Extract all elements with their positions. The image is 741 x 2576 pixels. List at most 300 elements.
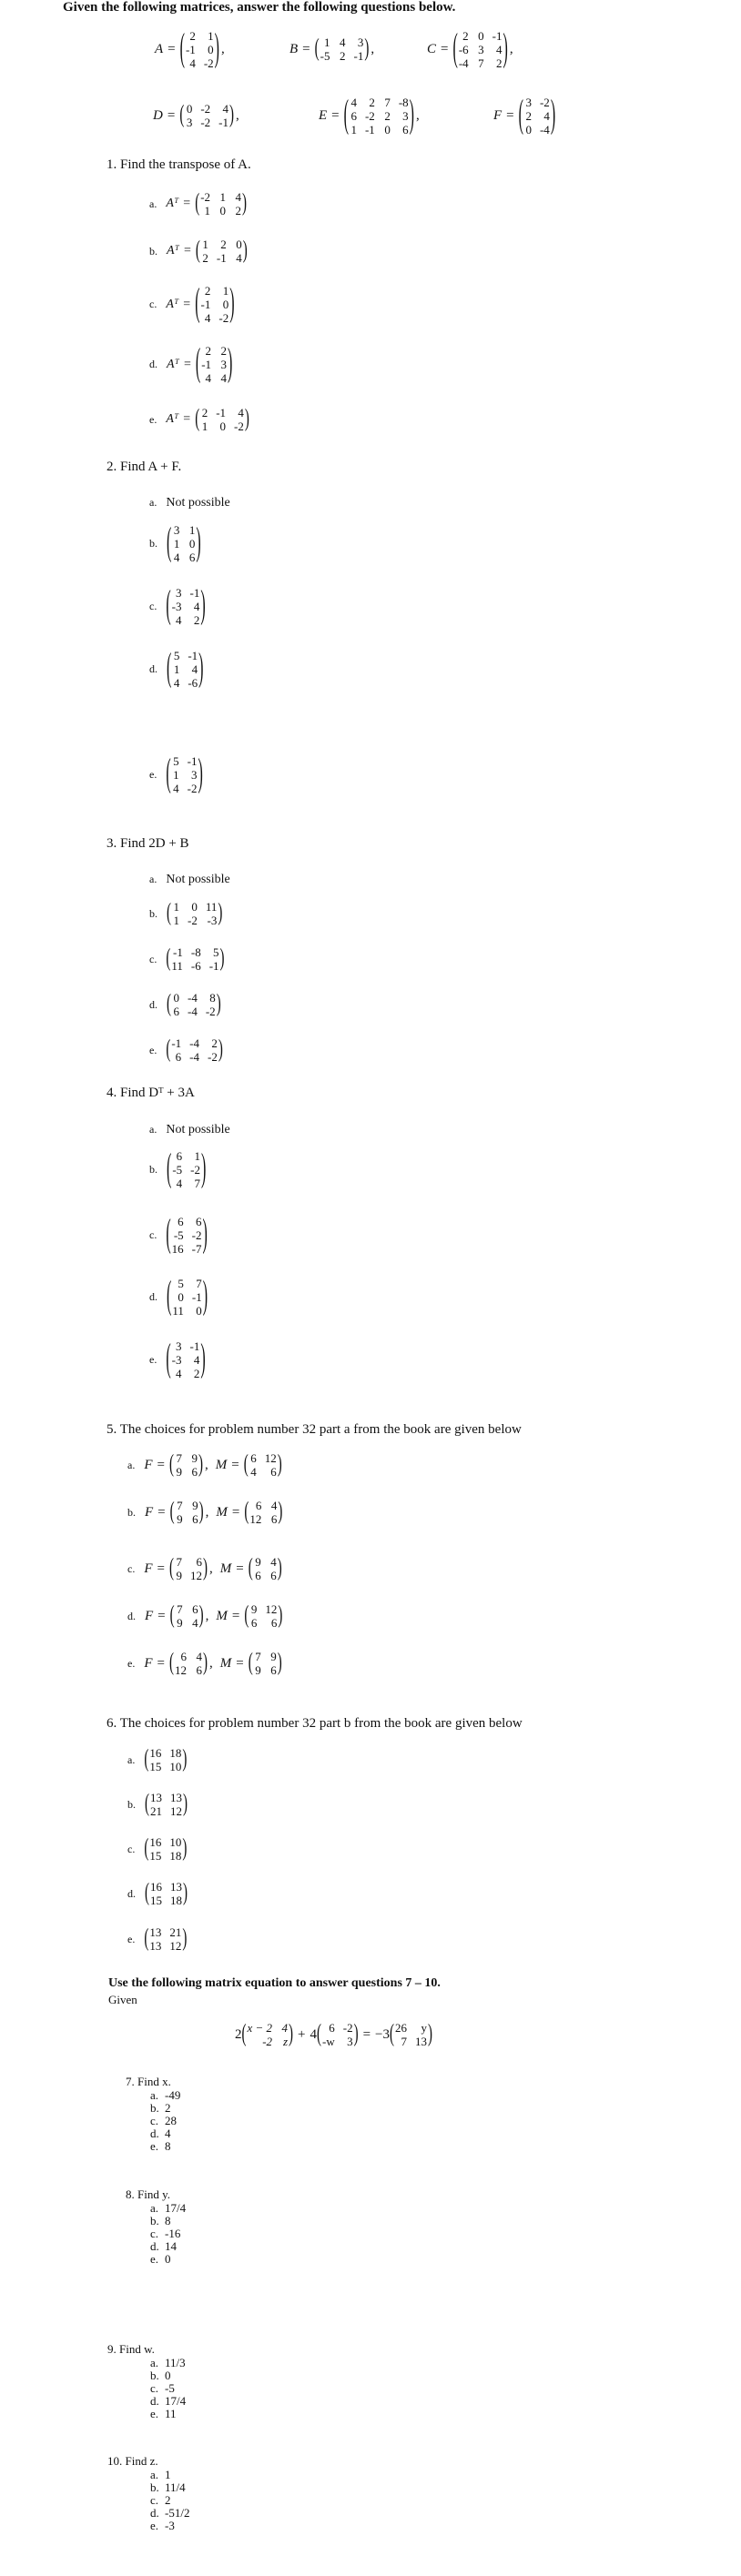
- matrix-cell: 11: [172, 1304, 184, 1318]
- left-paren: (: [167, 521, 172, 564]
- left-paren: (: [168, 1554, 174, 1581]
- choice-label: b.: [150, 2480, 159, 2494]
- option-content: [127, 1881, 188, 1906]
- matrix-cell: -2: [200, 102, 211, 116]
- matrix-cell: 1: [173, 662, 180, 676]
- choice-label: c.: [150, 2227, 159, 2240]
- option-label: e.: [149, 412, 157, 426]
- right-paren: ): [201, 1147, 207, 1190]
- matrix-cell: -2: [187, 782, 198, 795]
- matrix-cell: -1: [218, 116, 228, 129]
- answer-choice[interactable]: [150, 2382, 186, 2395]
- matrix: [244, 1500, 282, 1525]
- matrix-cell: 12: [265, 1602, 278, 1616]
- choice-value: 11/3: [165, 2356, 186, 2369]
- matrix: [167, 1147, 207, 1190]
- matrix-cell: 9: [270, 1650, 277, 1663]
- comma: ,: [208, 1561, 213, 1576]
- matrix: [179, 27, 219, 70]
- matrix: [249, 1556, 282, 1581]
- matrix-cell: -2: [539, 96, 550, 109]
- right-paren: ): [244, 405, 249, 432]
- q6-option-a[interactable]: [127, 1747, 187, 1773]
- option-content: [149, 496, 230, 510]
- matrix-cell: 2: [384, 109, 391, 123]
- q1-option-e[interactable]: [149, 407, 249, 432]
- option-content: [149, 873, 230, 887]
- equals-sign: =: [231, 1504, 240, 1520]
- option-label: d.: [127, 1609, 136, 1622]
- matrix-cell: 11: [171, 959, 183, 973]
- matrix-cell: 6: [329, 2021, 335, 2035]
- matrix-cell: 2: [339, 49, 346, 63]
- matrix-cell: 9: [177, 1616, 183, 1630]
- matrix-cell: -6: [188, 676, 198, 690]
- right-paren: ): [229, 282, 235, 325]
- matrix-cell: 6: [402, 123, 409, 136]
- comma: ,: [370, 41, 375, 56]
- option-label: b.: [127, 1505, 136, 1519]
- q6-option-b[interactable]: [127, 1792, 188, 1817]
- right-paren: ): [182, 1745, 188, 1773]
- answer-choice[interactable]: [150, 2115, 180, 2127]
- equals-sign: =: [157, 1561, 165, 1576]
- q1-option-b[interactable]: [149, 238, 248, 264]
- answer-choice[interactable]: [150, 2520, 189, 2532]
- matrix-cell: 4: [238, 406, 244, 419]
- matrix: [315, 36, 370, 62]
- matrix-cell: 6: [178, 1215, 184, 1228]
- option-content: [149, 1213, 208, 1256]
- matrix-cell: 4: [192, 1616, 198, 1630]
- plus-sign: +: [298, 2026, 306, 2042]
- question-6-prompt: 6. The choices for problem number 32 part b from the book are given below: [107, 1716, 523, 1731]
- q6-option-c[interactable]: [127, 1836, 187, 1862]
- option-content: [149, 521, 201, 564]
- equals-sign: =: [157, 1457, 165, 1472]
- q4-option-c[interactable]: [149, 1213, 208, 1256]
- answer-choice[interactable]: [150, 2481, 189, 2494]
- right-paren: ): [198, 753, 203, 795]
- matrix-cell: 7: [194, 1177, 201, 1190]
- option-label: b.: [149, 244, 157, 258]
- option-content: [127, 1452, 282, 1478]
- left-paren: (: [248, 1649, 253, 1676]
- choice-value: -49: [165, 2088, 181, 2102]
- matrix-cell: 4: [205, 371, 212, 385]
- left-paren: (: [179, 27, 185, 70]
- q7-options: [150, 2089, 180, 2153]
- matrix-cell: 4: [543, 109, 550, 123]
- answer-choice[interactable]: [150, 2227, 186, 2240]
- matrix: [195, 407, 249, 432]
- matrix: [167, 521, 201, 564]
- right-paren: ): [183, 1790, 188, 1817]
- matrix-cell: 5: [178, 1277, 184, 1290]
- matrix-cell: 4: [270, 1499, 278, 1512]
- matrix-d-definition: [153, 103, 241, 128]
- matrix-cell: 12: [174, 1663, 187, 1677]
- option-label: a.: [149, 496, 157, 509]
- left-paren: (: [166, 945, 171, 972]
- matrix-cell: -2: [208, 1050, 218, 1064]
- choice-value: 2: [165, 2493, 171, 2507]
- q2-option-a[interactable]: [149, 494, 230, 510]
- matrix-cell: 6: [270, 1512, 278, 1526]
- q6-option-d[interactable]: [127, 1881, 188, 1906]
- matrix-cell: 4: [176, 1177, 183, 1190]
- matrix-cell: 0: [196, 1304, 202, 1318]
- choice-value: 28: [165, 2114, 177, 2127]
- matrix-grid: [350, 96, 409, 136]
- answer-choice[interactable]: [150, 2253, 186, 2266]
- matrix-grid: [249, 1603, 277, 1629]
- matrix-cell: 3: [176, 586, 182, 600]
- matrix-cell: 6: [176, 1149, 183, 1163]
- matrix-cell: 1: [208, 29, 214, 43]
- left-paren: (: [390, 2020, 395, 2047]
- matrix-cell: 3: [220, 358, 228, 371]
- right-paren: ): [200, 1338, 206, 1380]
- choice-value: -3: [165, 2519, 175, 2532]
- option-label: b.: [149, 537, 157, 550]
- option-label: a.: [127, 1458, 136, 1471]
- matrix-grid: [172, 901, 217, 926]
- matrix-cell: 9: [192, 1499, 198, 1512]
- matrix-cell: -2: [200, 190, 211, 204]
- matrix-cell: 2: [205, 344, 212, 358]
- right-paren: ): [219, 945, 225, 972]
- q6-option-e[interactable]: [127, 1926, 187, 1952]
- right-paren: ): [198, 1498, 204, 1525]
- answer-choice[interactable]: [150, 2494, 189, 2507]
- comma: ,: [205, 1608, 209, 1623]
- matrix: [167, 992, 221, 1017]
- q5-option-e[interactable]: [127, 1651, 282, 1676]
- choice-value: 17/4: [165, 2394, 187, 2408]
- matrix-cell: 2: [220, 344, 228, 358]
- matrix: [166, 946, 224, 972]
- answer-choice[interactable]: [150, 2240, 186, 2253]
- matrix: [195, 342, 233, 385]
- matrix-grid: [176, 1603, 198, 1629]
- q5-option-a[interactable]: [127, 1452, 282, 1478]
- matrix-cell: -4: [189, 1036, 200, 1050]
- q2-option-d[interactable]: [149, 647, 204, 690]
- matrix-grid: [150, 1792, 182, 1817]
- answer-choice[interactable]: [150, 2507, 189, 2520]
- choice-value: 4: [165, 2126, 171, 2140]
- option-content: [149, 282, 235, 325]
- choice-value: -16: [165, 2227, 181, 2240]
- choice-label: a.: [150, 2201, 159, 2215]
- matrix-cell: 0: [219, 419, 227, 433]
- matrix-grid: [186, 30, 214, 69]
- right-paren: ): [198, 647, 204, 690]
- q4-option-e[interactable]: [149, 1340, 206, 1379]
- matrix: [317, 2022, 359, 2047]
- option-label: e.: [149, 1353, 157, 1366]
- q4-option-d[interactable]: [149, 1275, 208, 1318]
- q4-option-a[interactable]: [149, 1121, 230, 1137]
- matrix-cell: 4: [176, 1367, 182, 1380]
- matrix-grid: [459, 30, 502, 69]
- matrix-cell: 7: [177, 1499, 183, 1512]
- q3-option-c[interactable]: [149, 946, 225, 972]
- matrix-name: E: [319, 108, 328, 123]
- matrix-cell: 6: [196, 1555, 202, 1569]
- left-paren: (: [167, 1275, 172, 1318]
- matrix-name: D: [153, 107, 163, 123]
- matrix-cell: 26: [395, 2021, 408, 2035]
- left-paren: (: [179, 101, 185, 128]
- option-label: c.: [149, 952, 157, 965]
- answer-choice[interactable]: [150, 2140, 180, 2153]
- matrix-cell: 6: [350, 109, 357, 123]
- matrix-cell: 0: [186, 102, 193, 116]
- matrix-cell: 16: [150, 1880, 162, 1894]
- matrix-cell: 2: [204, 284, 211, 298]
- matrix: [144, 1926, 187, 1952]
- matrix-cell: -1: [364, 123, 375, 136]
- matrix-cell: 0: [236, 237, 242, 251]
- matrix: [144, 1836, 187, 1862]
- coefficient-2: 4: [310, 2026, 318, 2042]
- choice-label: d.: [150, 2126, 159, 2140]
- q2-option-e[interactable]: [149, 755, 203, 794]
- matrix-cell: z: [282, 2035, 289, 2048]
- matrix-cell: 0: [222, 298, 229, 311]
- right-paren: ): [409, 94, 414, 136]
- answer-choice[interactable]: [150, 2127, 180, 2140]
- matrix-cell: 2: [462, 29, 469, 43]
- q1-option-c[interactable]: [149, 282, 235, 325]
- matrix-cell: 18: [169, 1849, 182, 1863]
- choice-label: a.: [150, 2088, 159, 2102]
- left-paren: (: [518, 94, 523, 136]
- left-paren: (: [145, 1790, 149, 1817]
- matrix-cell: -2: [191, 1228, 202, 1242]
- matrix: [244, 1452, 282, 1478]
- right-paren: ): [277, 1649, 282, 1676]
- equals-sign: =: [183, 197, 191, 210]
- coefficient-1: 2: [235, 2026, 242, 2042]
- answer-choice[interactable]: [150, 2357, 186, 2369]
- option-content: [149, 342, 233, 385]
- right-paren: ): [183, 1879, 188, 1906]
- transpose-symbol: Aᵀ: [166, 197, 179, 210]
- right-paren: ): [289, 2020, 294, 2047]
- answer-choice[interactable]: [150, 2202, 186, 2215]
- right-paren: ): [278, 1601, 283, 1629]
- answer-choice[interactable]: [150, 2215, 186, 2227]
- right-paren: ): [214, 27, 219, 70]
- right-paren: ): [229, 101, 234, 128]
- answer-choice[interactable]: [150, 2469, 189, 2481]
- answer-choice[interactable]: [150, 2395, 186, 2408]
- equals-sign: =: [236, 1561, 244, 1576]
- option-label: d.: [149, 997, 157, 1011]
- matrix-cell: 2: [369, 96, 375, 109]
- option-content: [149, 992, 221, 1017]
- matrix-cell: 4: [350, 96, 357, 109]
- q5-option-d[interactable]: [127, 1603, 282, 1629]
- option-label: e.: [149, 768, 157, 781]
- q5-option-b[interactable]: [127, 1500, 282, 1525]
- left-paren: (: [144, 1834, 149, 1862]
- matrix-cell: -3: [207, 914, 218, 927]
- matrix-cell: 10: [169, 1760, 182, 1773]
- matrix-grid: [320, 36, 364, 62]
- matrix-name-m: M: [219, 1561, 232, 1576]
- matrix-cell: 2: [201, 406, 208, 419]
- matrix-grid: [249, 1500, 277, 1525]
- matrix-cell: -1: [201, 358, 212, 371]
- matrix-cell: 7: [478, 56, 484, 70]
- matrix: [169, 1556, 208, 1581]
- matrix-cell: -2: [203, 56, 214, 70]
- matrix-cell: 4: [193, 600, 200, 613]
- answer-choice[interactable]: [150, 2089, 180, 2102]
- matrix-cell: 4: [250, 1465, 257, 1479]
- matrix-grid: [254, 1556, 277, 1581]
- matrix-cell: -1: [171, 1036, 182, 1050]
- q3-option-b[interactable]: [149, 901, 222, 926]
- matrix-grid: [176, 1500, 198, 1525]
- matrix-cell: 3: [173, 523, 180, 537]
- matrix-grid: [200, 407, 244, 432]
- question-2-prompt: 2. Find A + F.: [107, 460, 182, 474]
- equals-sign: =: [167, 107, 176, 123]
- matrix-cell: 6: [191, 1465, 198, 1479]
- matrix-cell: -1: [188, 649, 198, 662]
- matrix-cell: 0: [525, 123, 532, 136]
- left-paren: (: [244, 1498, 249, 1525]
- option-content: [149, 755, 203, 794]
- q3-option-a[interactable]: [149, 871, 230, 887]
- matrix: [452, 27, 508, 70]
- right-paren: ): [198, 1601, 204, 1629]
- matrix-equation: [235, 2022, 432, 2047]
- matrix-cell: 13: [415, 2035, 428, 2048]
- matrix-cell: -5: [172, 1163, 183, 1177]
- q2-option-b[interactable]: [149, 521, 201, 564]
- left-paren: (: [167, 1147, 172, 1190]
- q4-option-b[interactable]: [149, 1147, 207, 1190]
- choice-label: b.: [150, 2369, 159, 2382]
- matrix: [166, 584, 206, 627]
- matrix-grid: [171, 1037, 218, 1063]
- matrix-grid: [175, 1452, 198, 1478]
- right-paren: ): [182, 1834, 188, 1862]
- matrix-name-f: F: [145, 1504, 154, 1520]
- option-label: c.: [149, 298, 157, 310]
- choice-label: e.: [150, 2407, 159, 2420]
- answer-choice[interactable]: [150, 2102, 180, 2115]
- q2-option-c[interactable]: [149, 584, 206, 627]
- q1-option-a[interactable]: [149, 191, 247, 217]
- matrix-grid: [524, 96, 550, 136]
- matrix-cell: 9: [191, 1451, 198, 1465]
- matrix-grid: [201, 345, 227, 384]
- option-content: [149, 647, 204, 690]
- answer-choice[interactable]: [150, 2408, 186, 2420]
- matrix-name-m: M: [216, 1504, 228, 1520]
- matrix-cell: 4: [176, 613, 182, 627]
- matrix-cell: 0: [178, 1290, 184, 1304]
- matrix-cell: 6: [250, 1616, 258, 1630]
- matrix-cell: -3: [171, 600, 182, 613]
- matrix-cell: 6: [188, 551, 196, 564]
- matrix: [179, 103, 234, 128]
- choice-label: d.: [150, 2394, 159, 2408]
- matrix-cell: 6: [250, 1451, 257, 1465]
- matrix-cell: -6: [458, 43, 469, 56]
- matrix-cell: 6: [175, 1050, 182, 1064]
- matrix-cell: 0: [478, 29, 484, 43]
- option-label: c.: [127, 1842, 136, 1855]
- matrix-grid: [172, 1340, 200, 1379]
- matrix-cell: -1: [216, 251, 227, 265]
- option-label: b.: [149, 1163, 157, 1176]
- matrix-grid: [149, 1836, 181, 1862]
- matrix-name-f: F: [145, 1608, 154, 1623]
- right-paren: ): [428, 2020, 433, 2047]
- matrix-cell: 9: [176, 1465, 182, 1479]
- option-content: [127, 1556, 282, 1581]
- matrix-cell: -2: [218, 311, 229, 325]
- q5-option-c[interactable]: [127, 1556, 282, 1581]
- matrix-cell: 4: [339, 35, 346, 49]
- matrix-cell: 18: [170, 1894, 182, 1907]
- q3-option-d[interactable]: [149, 992, 221, 1017]
- option-label: c.: [127, 1561, 136, 1575]
- matrix-cell: 1: [173, 914, 179, 927]
- question-7-prompt: 7. Find x.: [126, 2075, 171, 2088]
- matrix: [344, 96, 414, 136]
- option-content: [149, 1275, 208, 1318]
- transpose-symbol: Aᵀ: [167, 357, 179, 371]
- matrix-cell: y: [421, 2021, 428, 2035]
- matrix-cell: 4: [270, 1555, 277, 1569]
- choice-label: e.: [150, 2252, 159, 2266]
- matrix: [145, 1792, 188, 1817]
- choice-value: 14: [165, 2239, 177, 2253]
- option-content: [149, 1123, 230, 1137]
- matrix-cell: 8: [209, 991, 216, 1005]
- option-label: e.: [127, 1656, 136, 1670]
- matrix-cell: -5: [173, 1228, 184, 1242]
- option-content: [149, 407, 249, 432]
- matrix-cell: 4: [220, 371, 228, 385]
- matrix-cell: 13: [149, 1939, 162, 1953]
- matrix-cell: 4: [204, 311, 211, 325]
- matrix: [166, 1340, 205, 1379]
- q1-option-d[interactable]: [149, 342, 233, 385]
- option-label: b.: [127, 1797, 136, 1811]
- equals-sign: =: [302, 41, 310, 56]
- right-paren: ): [364, 35, 370, 62]
- matrix: [167, 647, 204, 690]
- right-paren: ): [202, 1649, 208, 1676]
- q3-option-e[interactable]: [149, 1037, 223, 1063]
- matrix-cell: 6: [192, 1602, 198, 1616]
- answer-choice[interactable]: [150, 2369, 186, 2382]
- matrix-cell: 3: [402, 109, 409, 123]
- equals-sign: =: [362, 2026, 371, 2042]
- choice-label: a.: [150, 2356, 159, 2369]
- matrix-cell: 9: [250, 1602, 258, 1616]
